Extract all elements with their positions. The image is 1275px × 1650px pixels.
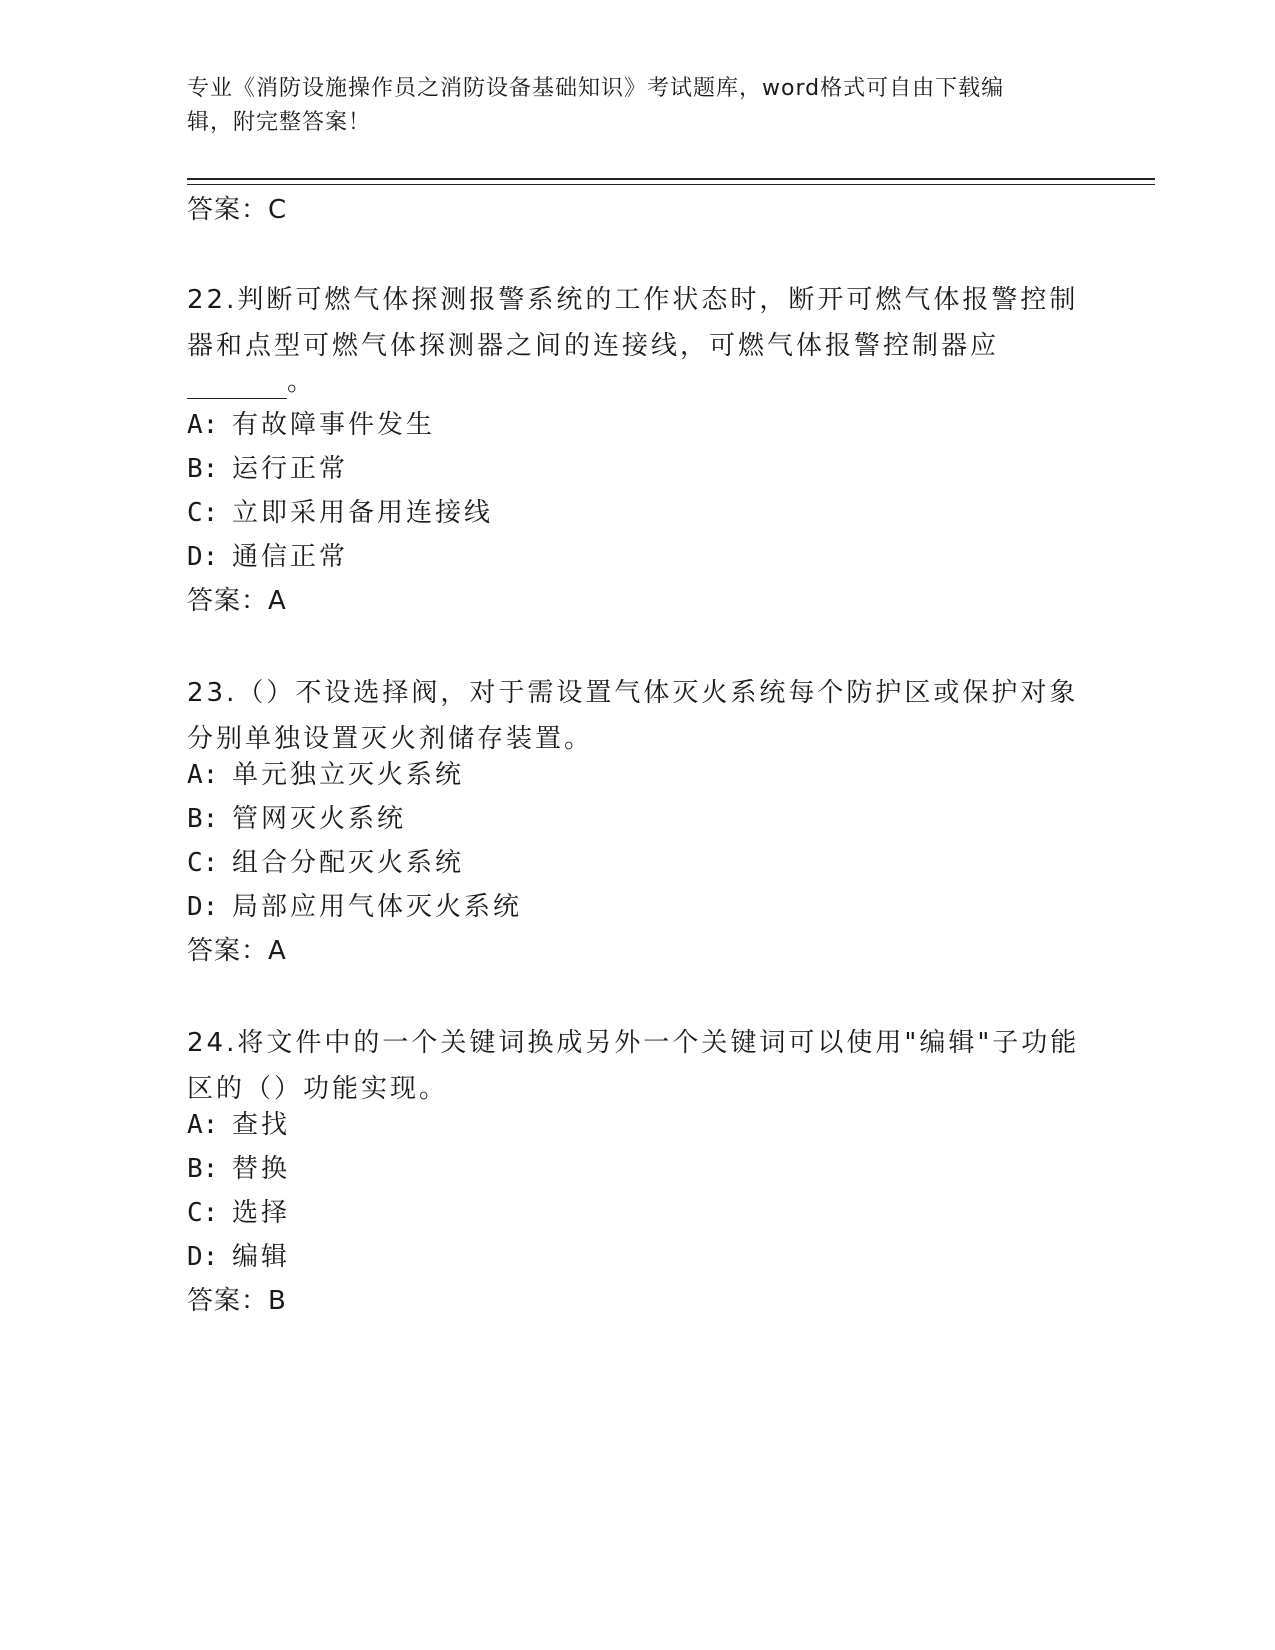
option-text: 管网灭火系统 — [232, 804, 407, 834]
option-b — [187, 452, 348, 486]
option-key: A: — [187, 1110, 219, 1140]
header-divider-thick — [187, 178, 1155, 180]
answer-blank — [187, 365, 315, 399]
blank-underline — [187, 376, 287, 399]
option-key: C: — [187, 498, 219, 528]
question-23-line-2: 分别单独设置灭火剂储存装置。 — [187, 724, 594, 754]
question-number: 22. — [187, 285, 238, 315]
question-22-line-2: 器和点型可燃气体探测器之间的连接线，可燃气体报警控制器应 — [187, 331, 1000, 361]
option-text: 运行正常 — [232, 454, 349, 484]
option-key: D: — [187, 892, 219, 922]
option-c — [187, 846, 464, 880]
option-key: C: — [187, 1198, 219, 1228]
option-key: A: — [187, 760, 219, 790]
answer-22: 答案：A — [187, 586, 287, 616]
question-23 — [187, 670, 1087, 762]
header-divider-thin — [187, 184, 1155, 185]
option-text: 组合分配灭火系统 — [232, 848, 465, 878]
question-number: 23. — [187, 678, 238, 708]
answer-24: 答案：B — [187, 1286, 287, 1316]
option-text: 选择 — [232, 1198, 291, 1228]
question-22-line-1 — [187, 277, 1087, 323]
option-key: C: — [187, 848, 219, 878]
question-text: 判断可燃气体探测报警系统的工作状态时，断开可燃气体报警控制 — [237, 285, 1079, 315]
header-line-1: 专业《消防设施操作员之消防设备基础知识》考试题库，word格式可自由下载编 — [187, 76, 1005, 101]
question-text: （）不设选择阀，对于需设置气体灭火系统每个防护区或保护对象 — [237, 678, 1079, 708]
option-text: 替换 — [232, 1154, 291, 1184]
option-a — [187, 1108, 290, 1142]
blank-suffix: 。 — [287, 367, 316, 397]
document-header — [187, 72, 1087, 140]
option-key: A: — [187, 410, 219, 440]
question-text: 将文件中的一个关键词换成另外一个关键词可以使用"编辑"子功能 — [237, 1028, 1080, 1058]
option-c — [187, 1196, 290, 1230]
option-c — [187, 496, 493, 530]
option-key: D: — [187, 542, 219, 572]
question-24 — [187, 1020, 1087, 1112]
previous-answer: 答案：C — [187, 195, 288, 225]
option-a — [187, 758, 464, 792]
option-text: 局部应用气体灭火系统 — [232, 892, 523, 922]
option-b — [187, 1152, 290, 1186]
header-line-2: 辑，附完整答案！ — [187, 110, 372, 135]
option-key: B: — [187, 804, 219, 834]
option-key: D: — [187, 1242, 219, 1272]
option-text: 通信正常 — [232, 542, 349, 572]
question-22 — [187, 277, 1087, 369]
option-text: 有故障事件发生 — [232, 410, 436, 440]
option-text: 单元独立灭火系统 — [232, 760, 465, 790]
option-b — [187, 802, 406, 836]
question-23-line-1 — [187, 670, 1087, 716]
option-key: B: — [187, 454, 219, 484]
option-d — [187, 890, 522, 924]
question-24-line-2: 区的（）功能实现。 — [187, 1074, 449, 1104]
option-key: B: — [187, 1154, 219, 1184]
option-text: 立即采用备用连接线 — [232, 498, 494, 528]
answer-23: 答案：A — [187, 936, 287, 966]
question-24-line-1 — [187, 1020, 1087, 1066]
option-a — [187, 408, 435, 442]
option-text: 编辑 — [232, 1242, 291, 1272]
option-d — [187, 1240, 290, 1274]
option-text: 查找 — [232, 1110, 291, 1140]
option-d — [187, 540, 348, 574]
question-number: 24. — [187, 1028, 238, 1058]
